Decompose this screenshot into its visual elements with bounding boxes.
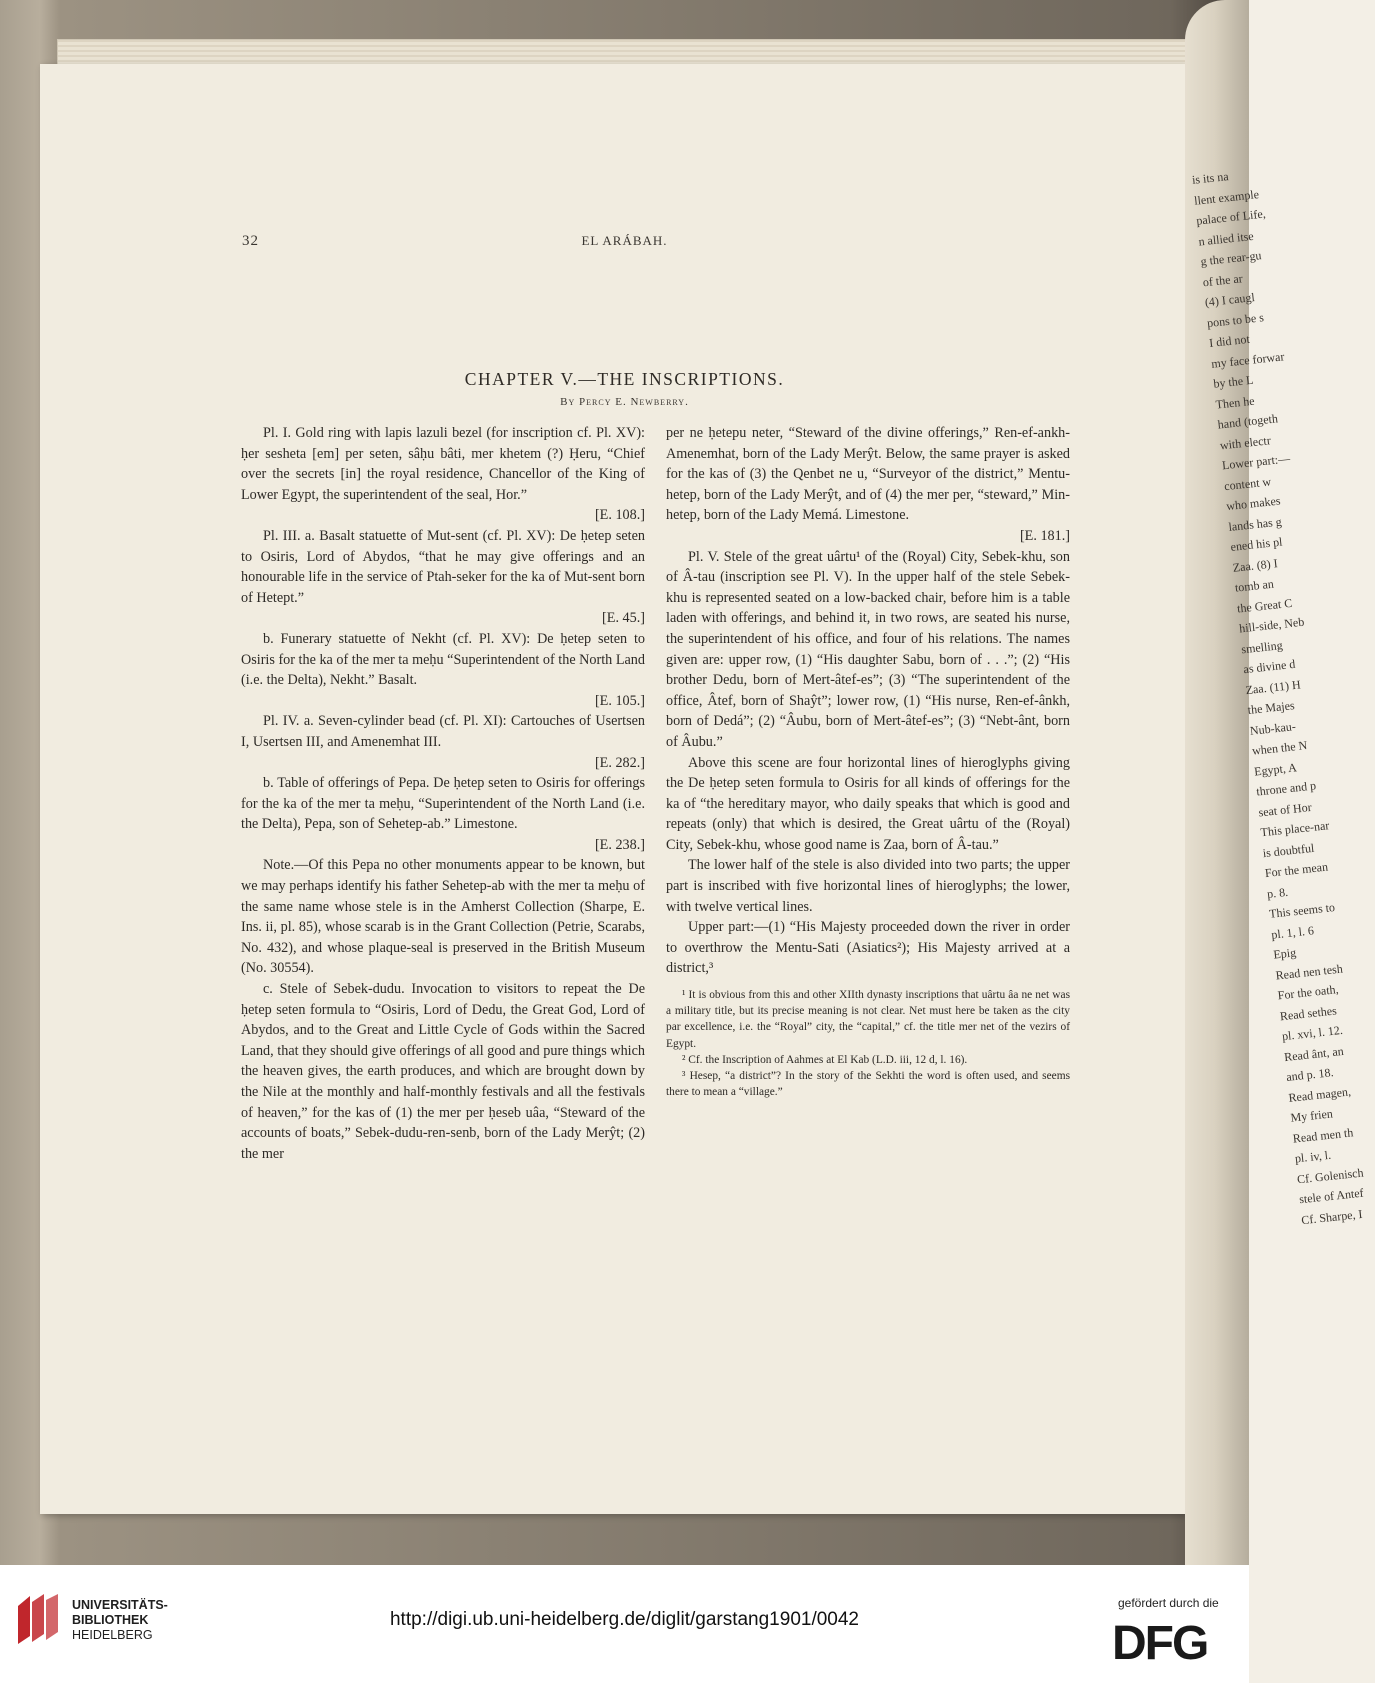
chapter-byline: By Percy E. Newberry.: [560, 396, 689, 408]
facing-page-fragment: Epig: [1272, 945, 1297, 962]
footnotes: [666, 987, 1070, 1100]
footnote: ¹ It is obvious from this and other XIIth dynasty inscriptions that uârtu âa ne net was a military title, but its precise meaning is not clear. Net must here be taken as the city par excellence, i.e. the “Royal” city, the “capital,” cf. the title mer net of the vezirs of Egypt.: [666, 989, 1070, 1050]
paragraph: [666, 423, 1070, 526]
facing-page-fragment: p. 8.: [1266, 884, 1289, 901]
facing-page-fragment: Zaa. (11) H: [1244, 676, 1302, 697]
running-title: EL ARÁBAH.: [581, 233, 668, 248]
catalogue-reference: [E. 282.]: [594, 754, 645, 771]
chapter-title: CHAPTER V.—THE INSCRIPTIONS.: [464, 369, 785, 389]
paragraph-text: Pl. III. a. Basalt statuette of Mut-sent (cf. Pl. XV): De ḥetep seten to Osiris, Lord of Abydos, “that he may give offerings and an honourable life in the service of Ptah-seker for the ka of Mut-sent born of Hetept.”: [241, 527, 645, 606]
facing-page-fragment: pl. 1, l. 6: [1270, 922, 1315, 942]
facing-page-fragment: the Great C: [1236, 595, 1293, 616]
facing-page-fragment: Then he: [1214, 393, 1256, 412]
right-text-column: [666, 423, 1070, 1100]
facing-page-fragment: Zaa. (8) I: [1232, 555, 1279, 575]
facing-page-fragment: I did not: [1208, 331, 1251, 351]
paragraph: [241, 526, 645, 608]
paragraph: [666, 753, 1070, 856]
facing-page-fragment: is doubtful: [1262, 840, 1315, 860]
paragraph: [666, 917, 1070, 979]
facing-page-fragment: and p. 18.: [1285, 1065, 1335, 1084]
facing-page-fragment: is its na: [1191, 169, 1230, 187]
facing-page-fragment: Lower part:—: [1221, 451, 1291, 473]
facing-page-fragment: of the ar: [1202, 270, 1244, 289]
facing-page-fragment: when the N: [1251, 738, 1308, 758]
facing-page-fragment: n allied itse: [1197, 228, 1255, 249]
facing-page-fragment: with electr: [1219, 432, 1272, 452]
facing-page-fragment: Cf. Sharpe, I: [1300, 1206, 1364, 1227]
page-stack-lines: [58, 40, 1188, 64]
facing-page-fragment: lands has g: [1227, 514, 1283, 534]
facing-page-fragment: g the rear-gu: [1199, 248, 1263, 269]
facing-page-fragment: Read men th: [1292, 1124, 1354, 1146]
facing-page-text-fragments: [1191, 163, 1372, 1230]
facing-page-fragment: who makes: [1225, 493, 1282, 514]
paragraph-text: The lower half of the stele is also divided into two parts; the upper part is inscribed with five horizontal lines of hieroglyphs; the lower, with twelve vertical lines.: [666, 857, 1070, 915]
facing-page-fragment: smelling: [1240, 637, 1284, 656]
catalogue-reference: [E. 108.]: [594, 507, 645, 524]
facing-page-fragment: Read ânt, an: [1283, 1043, 1345, 1064]
facing-page-fragment: For the oath,: [1277, 982, 1340, 1003]
catalogue-reference: [E. 45.]: [602, 610, 645, 627]
library-name-line-3: HEIDELBERG: [72, 1628, 153, 1642]
left-text-column: [241, 423, 645, 1164]
facing-page-fragment: throne and p: [1255, 778, 1317, 799]
paragraph-text: c. Stele of Sebek-dudu. Invocation to visitors to repeat the De ḥetep seten formula to “Osiris, Lord of Dedu, the Great God, Lord of Abydos, and to the Great and Little Cycle of Gods within the Sacred Land, that they should give offerings of all good and pure things which the heaven gives, the earth produces, and which are brought down by the Nile at the monthly and half-monthly festivals and all the festivals of heaven,” for the kas of (1) the mer per ḥeseb uâa, “Steward of the accounts of boats,” Sebek-dudu-ren-senb, born of the Lady Merŷt; (2) the mer: [241, 981, 645, 1162]
paragraph: [241, 855, 645, 979]
facing-page-fragment: For the mean: [1264, 859, 1329, 881]
paragraph-text: Pl. V. Stele of the great uârtu¹ of the (Royal) City, Sebek-khu, son of Â-tau (inscription see Pl. V). In the upper half of the stele Sebek-khu is represented seated on a low-backed chair, before him is a table laden with offerings, and behind it, in two rows, are seated his nurse, the superintendent of his office, and four of his relations. The names given are: upper row, (1) “His daughter Sabu, born of . . .”; (2) “His brother Dedu, born of Mert-âtef-es”; (3) “The superintendent of the office, Âtef, born of Shaŷt”; lower row, (1) “His nurse, Ren-ef-ânkh, born of Dedá”; (2) “Âubu, born of Mert-âtef-es”; (3) “Nebt-ânt, born of Âubu.”: [666, 548, 1070, 750]
paragraph: [241, 979, 645, 1164]
facing-page-fragment: pl. iv, l.: [1294, 1147, 1332, 1166]
facing-page-fragment: My frien: [1289, 1106, 1334, 1125]
sponsor-label: gefördert durch die: [1118, 1596, 1219, 1610]
paragraph: [666, 855, 1070, 917]
library-name-line-2: BIBLIOTHEK: [72, 1613, 149, 1627]
facing-page-fragment: This place-nar: [1259, 818, 1330, 840]
catalogue-reference: [E. 105.]: [594, 692, 645, 709]
facing-page-fragment: Cf. Golenisch: [1296, 1165, 1365, 1186]
facing-page-fragment: Egypt, A: [1253, 759, 1298, 779]
dfg-logo-icon: [1112, 1617, 1220, 1670]
catalogue-reference: [E. 181.]: [1019, 527, 1070, 544]
paragraph: [241, 423, 645, 505]
facing-page-fragment: This seems to: [1268, 900, 1336, 921]
paragraph-text: b. Table of offerings of Pepa. De ḥetep seten to Osiris for offerings for the ka of the mer ta meḥu, “Superintendent of the North Land (i.e. the Delta), Pepa, son of Sehetep-ab.” Limestone.: [241, 775, 645, 833]
footnote: ³ Hesep, “a district”? In the story of the Sekhti the word is often used, and seems there to mean a “village.”: [666, 1070, 1070, 1099]
paragraph: [241, 629, 645, 691]
facing-page-fragment: as divine d: [1242, 656, 1296, 677]
facing-page-fragment: palace of Life,: [1195, 206, 1267, 228]
facing-page-fragment: my face forwar: [1210, 348, 1285, 371]
catalogue-reference: [E. 238.]: [594, 836, 645, 853]
facing-page-fragment: (4) I caugl: [1204, 290, 1256, 310]
paragraph-text: Above this scene are four horizontal lines of hieroglyphs giving the De ḥetep seten formula to Osiris for all kinds of offerings for the ka of “the hereditary mayor, who daily speaks that which is good and repeats (only) that which is desired, the Great uârtu of the (Royal) City, Sebek-khu, whose good name is Zaa, born of Â-tau.”: [666, 754, 1070, 853]
right-column-body: [666, 423, 1070, 979]
paragraph-text: Note.—Of this Pepa no other monuments appear to be known, but we may perhaps identify his father Sehetep-ab with the mer ta meḥu of the same name whose stele is in the Amherst Collection (Sharpe, E. Ins. ii, pl. 85), whose scarab is in the Grant Collection (Petrie, Scarabs, No. 432), and whose plaque-seal is preserved in the British Museum (No. 30554).: [241, 857, 645, 977]
permalink-url[interactable]: http://digi.ub.uni-heidelberg.de/diglit/garstang1901/0042: [389, 1609, 860, 1630]
dfg-logo-text: DFG: [1112, 1617, 1208, 1670]
paragraph-text: Upper part:—(1) “His Majesty proceeded down the river in order to overthrow the Mentu-Sati (Asiatics²); His Majesty arrived at a district,³: [666, 919, 1070, 977]
facing-page-fragment: hand (togeth: [1217, 411, 1279, 432]
facing-page-fragment: by the L: [1212, 372, 1254, 391]
paragraph-text: Pl. I. Gold ring with lapis lazuli bezel (for inscription cf. Pl. XV): ḥer sesheta [em] per seten, sâḥu bâti, mer khetem (?) Ḥeru, “Chief over the secrets [in] the royal residence, Chancellor of the King of Lower Egypt, the superintendent of the seal, Hor.”: [241, 425, 645, 503]
paragraph-text: Pl. IV. a. Seven-cylinder bead (cf. Pl. XI): Cartouches of Usertsen I, Usertsen III, and Amenemhat III.: [241, 713, 645, 750]
library-name-line-1: UNIVERSITÄTS-: [72, 1598, 168, 1612]
facing-page-fragment: Read nen tesh: [1274, 961, 1344, 983]
paragraph: [666, 547, 1070, 753]
paragraph: [241, 711, 645, 752]
facing-page-fragment: Read magen,: [1287, 1083, 1352, 1105]
facing-page-fragment: the Majes: [1247, 698, 1296, 717]
facing-page-fragment: content w: [1223, 473, 1272, 493]
facing-page-fragment: tomb an: [1234, 576, 1275, 595]
facing-page-fragment: pl. xvi, l. 12.: [1281, 1022, 1344, 1044]
facing-page-fragment: hill-side, Neb: [1238, 614, 1305, 636]
facing-page-fragment: llent example: [1193, 186, 1260, 208]
facing-page-fragment: seat of Hor: [1257, 799, 1313, 819]
facing-page-fragment: pons to be s: [1206, 309, 1265, 330]
paragraph: [241, 773, 645, 835]
paragraph-text: b. Funerary statuette of Nekht (cf. Pl. XV): De ḥetep seten to Osiris for the ka of the mer ta meḥu “Superintendent of the North Land (i.e. the Delta), Nekht.” Basalt.: [241, 630, 645, 689]
viewer-footer: [0, 1565, 1249, 1683]
page-number: 32: [242, 233, 259, 249]
paragraph-text: per ne ḥetepu neter, “Steward of the divine offerings,” Ren-ef-ankh-Amenemhat, born of the Lady Merŷt. Below, the same prayer is asked for the kas of (3) the Qenbet ne u, “Surveyor of the district,” Mentu-hetep, born of the Lady Merŷt, and of (4) the mer per, “steward,” Min-hetep, born of the Lady Memá. Limestone.: [666, 425, 1070, 524]
facing-page-fragment: ened his pl: [1229, 534, 1284, 554]
facing-page-fragment: Nub-kau-: [1249, 718, 1297, 738]
footnote: ² Cf. the Inscription of Aahmes at El Kab (L.D. iii, 12 d, l. 16).: [682, 1053, 968, 1066]
facing-page-fragment: stele of Antef: [1298, 1185, 1365, 1207]
facing-page-fragment: Read sethes: [1279, 1002, 1338, 1023]
